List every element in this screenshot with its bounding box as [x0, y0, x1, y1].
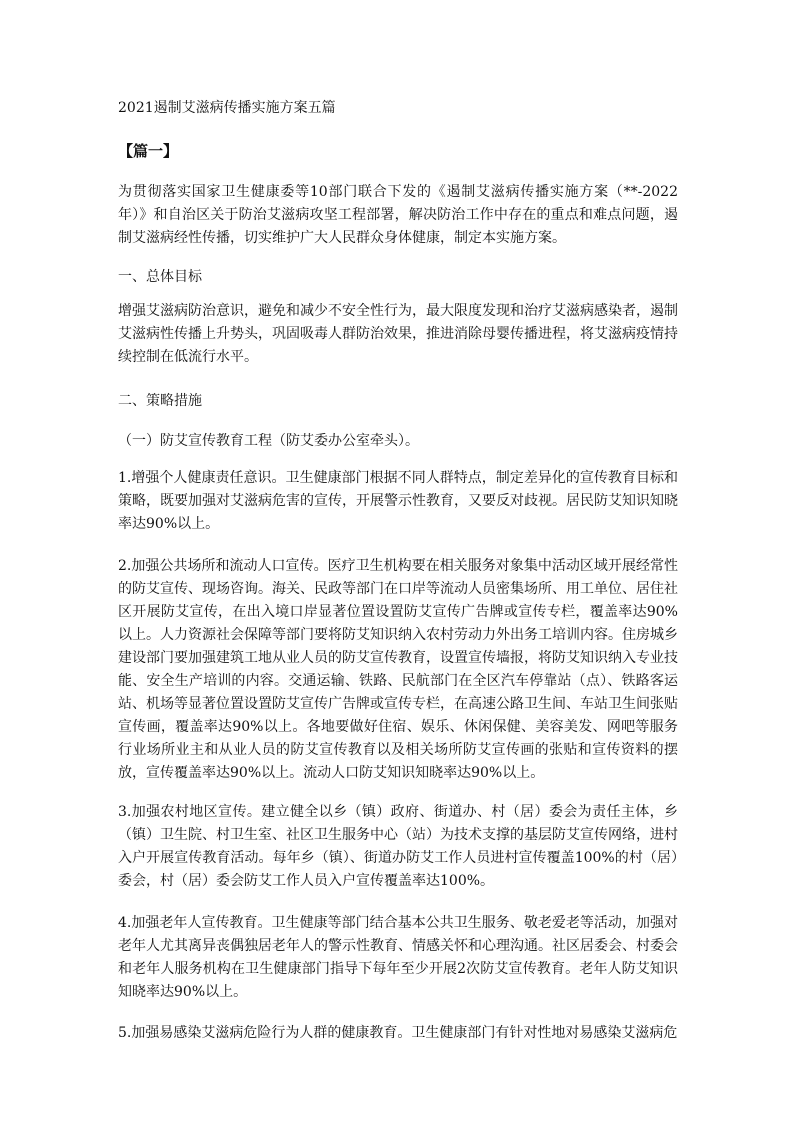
document-title: 2021遏制艾滋病传播实施方案五篇	[118, 100, 336, 116]
item-4-paragraph: 4.加强老年人宣传教育。卫生健康等部门结合基本公共卫生服务、敬老爱老等活动，加强对老年人尤其离异丧偶独居老年人的警示性教育、情感关怀和心理沟通。社区居委会、村委会和老年人服务机构在卫生健康部门指导下每年至少开展2次防艾宣传教育。老年人防艾知识知晓率达90%以上。	[118, 915, 678, 1000]
heading-strategy: 二、策略措施	[118, 393, 202, 409]
item-3-paragraph: 3.加强农村地区宣传。建立健全以乡（镇）政府、街道办、村（居）委会为责任主体，乡（镇）卫生院、村卫生室、社区卫生服务中心（站）为技术支撑的基层防艾宣传网络，进村入户开展宣传教育活动。每年乡（镇）、街道办防艾工作人员进村宣传覆盖100%的村（居）委会，村（居）委会防艾工作人员入户宣传覆盖率达100%。	[118, 804, 678, 889]
sub-heading-publicity: （一）防艾宣传教育工程（防艾委办公室牵头）。	[118, 433, 419, 449]
intro-paragraph: 为贯彻落实国家卫生健康委等10部门联合下发的《遏制艾滋病传播实施方案（**-2022年）》和自治区关于防治艾滋病攻坚工程部署，解决防治工作中存在的重点和难点问题，遏制艾滋病经性传播，切实维护广大人民群众身体健康，制定本实施方案。	[118, 184, 678, 246]
heading-overall-goal: 一、总体目标	[118, 269, 202, 285]
section-label: 【篇一】	[118, 142, 179, 160]
goal-paragraph: 增强艾滋病防治意识，避免和减少不安全性行为，最大限度发现和治疗艾滋病感染者，遏制艾滋病性传播上升势头，巩固吸毒人群防治效果，推进消除母婴传播进程，将艾滋病疫情持续控制在低流行水平。	[118, 303, 678, 365]
item-1-paragraph: 1.增强个人健康责任意识。卫生健康部门根据不同人群特点，制定差异化的宣传教育目标和策略，既要加强对艾滋病危害的宣传，开展警示性教育，又要反对歧视。居民防艾知识知晓率达90%以上。	[118, 470, 678, 532]
item-2-paragraph: 2.加强公共场所和流动人口宣传。医疗卫生机构要在相关服务对象集中活动区域开展经常性的防艾宣传、现场咨询。海关、民政等部门在口岸等流动人员密集场所、用工单位、居住社区开展防艾宣传，在出入境口岸显著位置设置防艾宣传广告牌或宣传专栏，覆盖率达90%以上。人力资源社会保障等部门要将防艾知识纳入农村劳动力外出务工培训内容。住房城乡建设部门要加强建筑工地从业人员的防艾宣传教育，设置宣传墙报，将防艾知识纳入专业技能、安全生产培训的内容。交通运输、铁路、民航部门在全区汽车停靠站（点）、铁路客运站、机场等显著位置设置防艾宣传广告牌或宣传专栏，在高速公路卫生间、车站卫生间张贴宣传画，覆盖率达90%以上。各地要做好住宿、娱乐、休闲保健、美容美发、网吧等服务行业场所业主和从业人员的防艾宣传教育以及相关场所防艾宣传画的张贴和宣传资料的摆放，宣传覆盖率达90%以上。流动人口防艾知识知晓率达90%以上。	[118, 558, 678, 781]
item-5-paragraph: 5.加强易感染艾滋病危险行为人群的健康教育。卫生健康部门有针对性地对易感染艾滋病危	[118, 1025, 678, 1041]
